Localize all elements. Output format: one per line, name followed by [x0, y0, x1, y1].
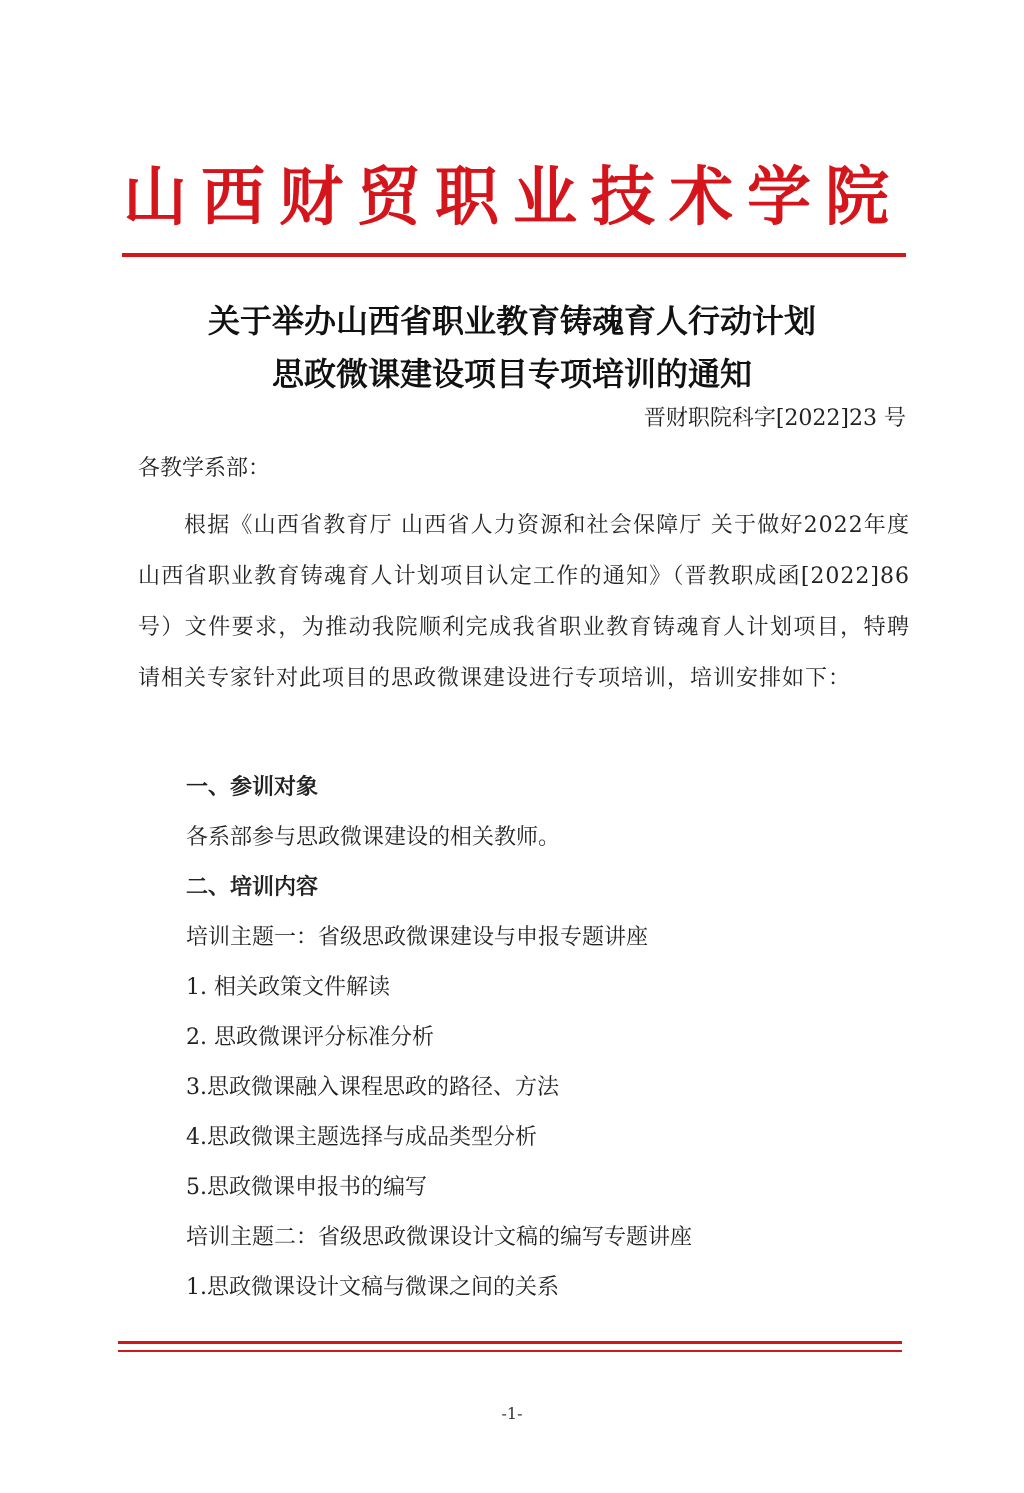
topic-1-item: 2. 思政微课评分标准分析: [186, 1025, 434, 1050]
salutation: 各教学系部：: [138, 456, 271, 481]
training-topic-2: 培训主题二：省级思政微课设计文稿的编写专题讲座: [186, 1225, 693, 1250]
topic-1-item: 3.思政微课融入课程思政的路径、方法: [186, 1075, 559, 1100]
document-title-line-2: 思政微课建设项目专项培训的通知: [271, 355, 752, 393]
training-topic-1: 培训主题一：省级思政微课建设与申报专题讲座: [186, 925, 649, 950]
topic-1-item: 5.思政微课申报书的编写: [186, 1175, 427, 1200]
page-number: -1-: [501, 1404, 523, 1423]
section-2-heading: 二、培训内容: [186, 875, 319, 900]
section-1-heading: 一、参训对象: [186, 775, 319, 800]
header-red-rule: [122, 253, 906, 257]
section-1-text: 各系部参与思政微课建设的相关教师。: [186, 825, 561, 850]
footer-red-rule-thin: [118, 1350, 902, 1352]
document-number: 晋财职院科字[2022]23 号: [643, 406, 906, 431]
institution-header: 山西财贸职业技术学院: [123, 160, 903, 235]
document-title-line-1: 关于举办山西省职业教育铸魂育人行动计划: [207, 302, 816, 340]
topic-2-item: 1.思政微课设计文稿与微课之间的关系: [186, 1275, 559, 1300]
topic-1-item: 4.思政微课主题选择与成品类型分析: [186, 1125, 537, 1150]
footer-red-rule-thick: [118, 1341, 902, 1344]
topic-1-item: 1. 相关政策文件解读: [186, 975, 390, 1000]
intro-paragraph: 根据《山西省教育厅 山西省人力资源和社会保障厅 关于做好2022年度山西省职业教育铸魂育人计划项目认定工作的通知》（晋教职成函[2022]86号）文件要求，为推动我院顺利完成我省职业教育铸魂育人计划项目，特聘请相关专家针对此项目的思政微课建设进行专项培训，培训安排如下：: [138, 513, 910, 691]
